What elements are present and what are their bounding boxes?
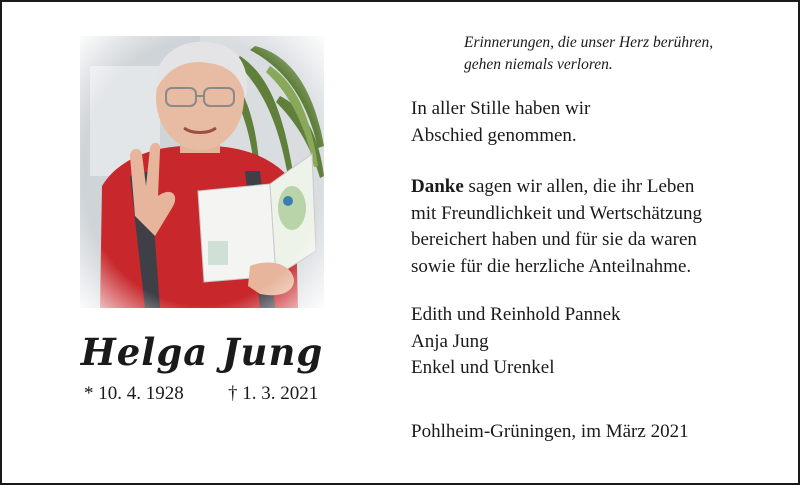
quote-line: Erinnerungen, die unser Herz berühren,	[464, 34, 714, 51]
thanks-line: mit Freundlichkeit und Wertschätzung	[411, 202, 702, 224]
farewell-message	[411, 96, 590, 149]
thanks-lead-word: Danke	[411, 176, 464, 197]
place-and-date: Pohlheim-Grüningen, im März 2021	[411, 421, 689, 442]
portrait-photo	[80, 36, 324, 308]
thanks-line: sowie für die herzliche Anteilnahme.	[411, 255, 692, 277]
thanks-message	[411, 174, 702, 280]
thanks-line: bereichert haben und für sie da waren	[411, 229, 697, 250]
mourner-entry: Edith und Reinhold Pannek	[411, 304, 621, 325]
memorial-quote	[464, 32, 713, 76]
thanks-line-rest: sagen wir allen, die ihr Leben	[463, 176, 695, 197]
quote-line: gehen niemals verloren.	[464, 56, 613, 73]
deceased-name: Helga Jung	[80, 330, 324, 374]
mourner-entry: Anja Jung	[411, 330, 489, 352]
mourners-list	[411, 302, 621, 382]
thanks-line	[411, 174, 702, 201]
farewell-line: In aller Stille haben wir	[411, 98, 591, 119]
farewell-line: Abschied genommen.	[411, 124, 577, 146]
birth-date: * 10. 4. 1928	[84, 383, 184, 404]
death-date: † 1. 3. 2021	[228, 383, 319, 404]
portrait-photo-image	[80, 36, 324, 308]
mourner-entry: Enkel und Urenkel	[411, 357, 555, 378]
